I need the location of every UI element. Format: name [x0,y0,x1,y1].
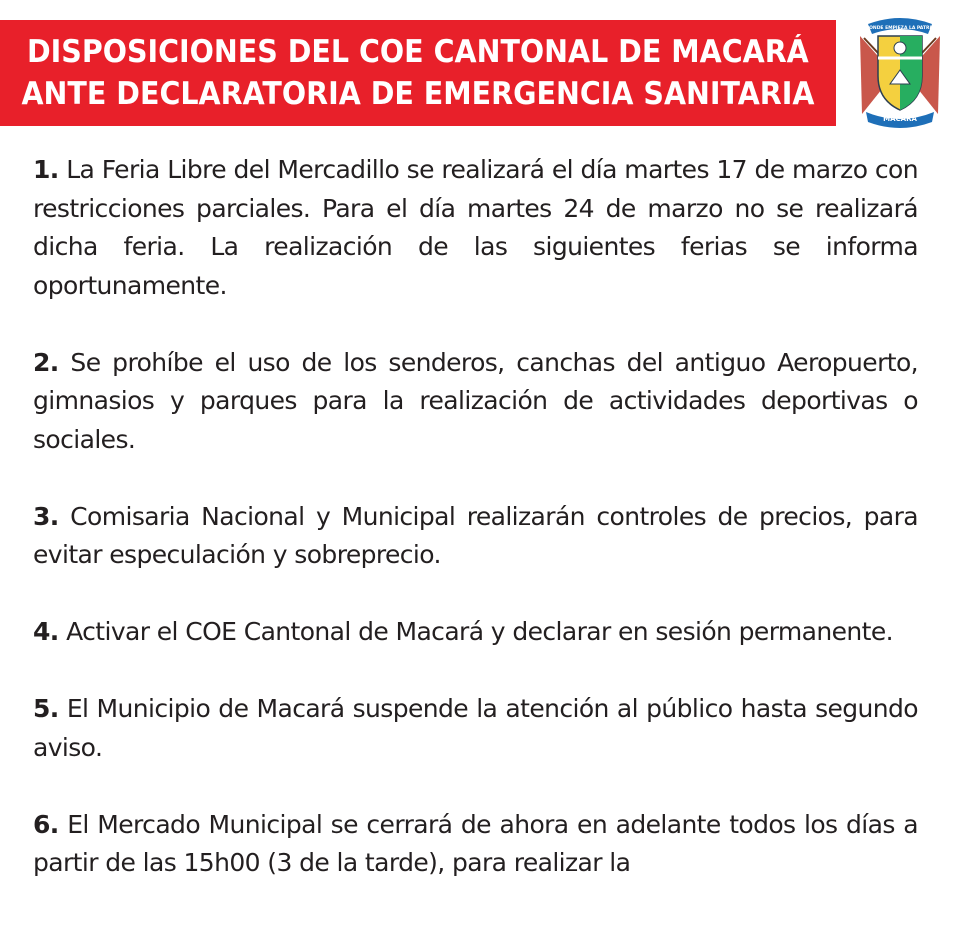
item-number: 3. [33,501,59,531]
disposition-item-6 [33,806,918,883]
item-text: Activar el COE Cantonal de Macará y declarar en sesión permanente. [66,617,894,646]
disposition-item-3 [33,498,918,575]
item-text: Se prohíbe el uso de los senderos, canchas del antiguo Aeropuerto, gimnasios y parques para la realización de actividades deportivas o sociales. [33,347,918,454]
dispositions-list [33,151,918,921]
item-text: Comisaria Nacional y Municipal realizarán controles de precios, para evitar especulación y sobreprecio. [33,501,918,569]
item-text: La Feria Libre del Mercadillo se realizará el día martes 17 de marzo con restricciones parciales. Para el día martes 24 de marzo no se realizará dicha feria. La realización de las siguientes ferias se informa oportunamente. [33,155,918,300]
seal-bottom-text: MACARÁ [883,115,917,123]
disposition-item-2 [33,344,918,460]
seal-top-text: DONDE EMPIEZA LA PATRIA [865,26,935,31]
item-number: 4. [33,617,59,646]
item-number: 1. [33,155,59,184]
item-text: El Municipio de Macará suspende la atención al público hasta segundo aviso. [33,694,918,762]
item-number: 2. [33,347,59,377]
disposition-item-1 [33,151,918,305]
item-number: 5. [33,694,59,723]
disposition-item-4 [33,613,918,652]
item-text: El Mercado Municipal se cerrará de ahora en adelante todos los días a partir de las 15h00 (3 de la tarde), para realizar la [33,809,918,877]
title-line-1: DISPOSICIONES DEL COE CANTONAL DE MACARÁ [27,34,809,70]
item-number: 6. [33,809,59,839]
coat-of-arms-icon [854,14,946,130]
title-banner [0,20,836,126]
disposition-item-5 [33,690,918,767]
title-line-2: ANTE DECLARATORIA DE EMERGENCIA SANITARIA [21,76,815,112]
